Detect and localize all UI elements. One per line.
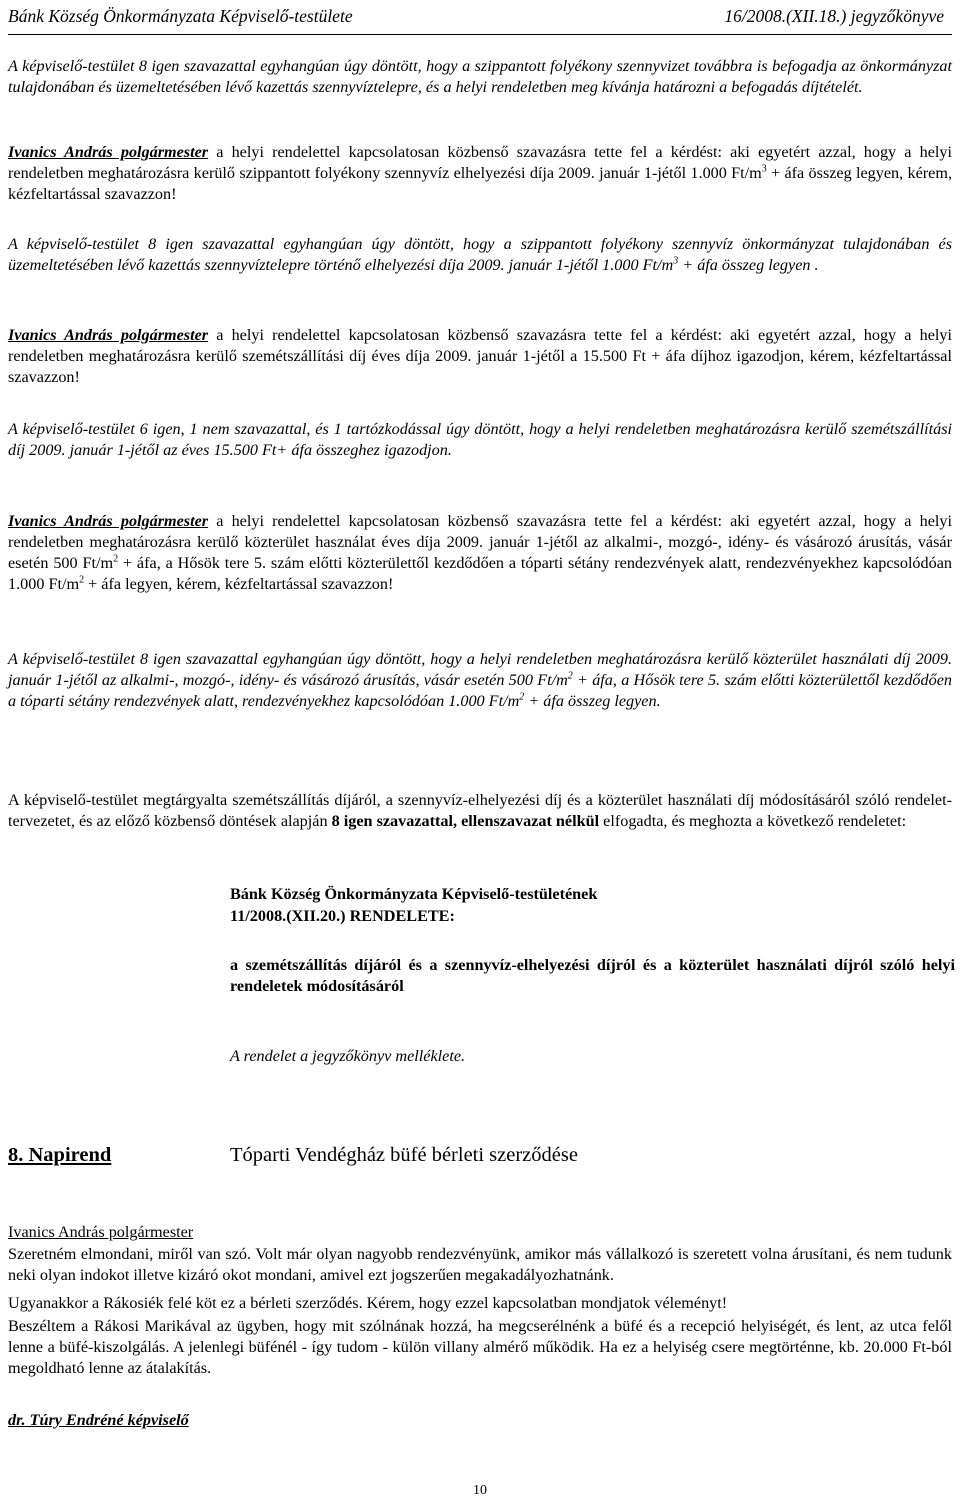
speaker-name: Ivanics András polgármester bbox=[8, 326, 209, 344]
speaker-name: Ivanics András polgármester bbox=[8, 512, 209, 530]
mayor-question-paragraph-2 bbox=[8, 325, 952, 388]
decree-title-line-2: 11/2008.(XII.20.) RENDELETE: bbox=[230, 907, 455, 925]
paragraph-text: a helyi rendelettel kapcsolatosan közbenső szavazásra tette fel a kérdést: aki egyetért azzal, hogy a helyi rendeletben meghatározásra kerülő közterület használat éves díja 2009. január 1-jétől az alkalmi-, mozgó-, idény- és vásározó árusítás, vásár esetén 500 Ft/m bbox=[8, 512, 953, 572]
agenda-heading bbox=[8, 1144, 952, 1172]
superscript: 2 bbox=[79, 574, 85, 586]
paragraph-text: a helyi rendelettel kapcsolatosan közbenső szavazásra tette fel a kérdést: aki egyetért azzal, hogy a helyi rendeletben meghatározásra kerülő szemétszállítási díj éves díja 2009. január 1-jétől a 15.500 Ft + áfa díjhoz igazodjon, kérem, kézfeltartással szavazzon! bbox=[8, 326, 953, 386]
paragraph-text: + áfa legyen, kérem, kézfeltartással szavazzon! bbox=[84, 575, 394, 593]
paragraph-text: + áfa, a Hősök tere 5. szám előtti közterülettől kezdődően a tóparti sétány rendezvények alatt, rendezvényekhez kapcsolódóan 1.000 Ft/m bbox=[8, 671, 952, 710]
decree-subject: a szemétszállítás díjáról és a szennyvíz-elhelyezési díjról és a közterület használati díjról szóló helyi rendeletek módosításáról bbox=[230, 956, 955, 995]
page-number: 10 bbox=[473, 1483, 487, 1498]
resolution-paragraph-1: A képviselő-testület 8 igen szavazattal egyhangúan úgy döntött, hogy a szippantott folyékony szennyvizet továbbra is befogadja az önkormányzat tulajdonában és üzemeltetésében lévő kazettás szennyvíztelepre, és a helyi rendeletben meg kívánja határozni a befogadás díjtételét. bbox=[8, 57, 952, 96]
paragraph-text: + áfa összeg legyen, kérem, kézfeltartással szavazzon! bbox=[8, 164, 952, 203]
paragraph-text: a helyi rendelettel kapcsolatosan közbenső szavazásra tette fel a kérdést: aki egyetért azzal, hogy a helyi rendeletben meghatározásra kerülő szippantott folyékony szennyvíz elhelyezési díja 2009. január 1-jétől 1.000 Ft/m bbox=[8, 143, 953, 182]
superscript: 3 bbox=[673, 255, 679, 267]
decree-title-line-1: Bánk Község Önkormányzata Képviselő-testületének bbox=[230, 885, 598, 903]
paragraph-text: + áfa, a Hősök tere 5. szám előtti közterülettől kezdődően a tóparti sétány rendezvények alatt, rendezvényekhez kapcsolódóan 1.000 Ft/m bbox=[8, 554, 952, 593]
paragraph-text: elfogadta, és meghozta a következő rendeletet: bbox=[599, 812, 907, 830]
speech-paragraph-3: Beszéltem a Rákosi Marikával az ügyben, hogy mit szólnának hozzá, ha megcserélnénk a büfé és a recepció helyiségét, és lent, az utca felől lenne a büfé-kiszolgálás. A jelenlegi büfénél - így tudom - külön villany almérő működik. Ha ez a helyiség csere megtörténne, kb. 20.000 Ft-ból megoldható lenne az átalakítás. bbox=[8, 1317, 952, 1377]
paragraph-text: A képviselő-testület megtárgyalta szemétszállítás díjáról, a szennyvíz-elhelyezési díj és a közterület használati díj módosításáról szóló rendelet-tervezetet, és az előző közbenső döntések alapján bbox=[8, 791, 952, 830]
agenda-title: Tóparti Vendégház büfé bérleti szerződése bbox=[230, 1144, 578, 1166]
paragraph-text: A képviselő-testület 8 igen szavazattal egyhangúan úgy döntött, hogy a szippantott folyékony szennyvíz önkormányzat tulajdonában és üzemeltetésében lévő kazettás szennyvíztelepre történő elhelyezési díja 2009. január 1-jétől 1.000 Ft/m bbox=[8, 235, 952, 274]
speaker-name: Ivanics András polgármester bbox=[8, 143, 209, 161]
next-speaker bbox=[8, 1410, 952, 1431]
page-header bbox=[8, 4, 952, 35]
paragraph-text: + áfa összeg legyen. bbox=[524, 692, 661, 710]
mayor-question-paragraph-1 bbox=[8, 142, 952, 205]
speech-paragraph-2: Ugyanakkor a Rákosiék felé köt ez a bérleti szerződés. Kérem, hogy ezzel kapcsolatban mondjatok véleményt! bbox=[8, 1294, 728, 1312]
superscript: 2 bbox=[113, 553, 119, 565]
speaker-name: dr. Túry Endréné képviselő bbox=[8, 1411, 189, 1429]
adoption-paragraph bbox=[8, 790, 952, 832]
paragraph-text: + áfa összeg legyen . bbox=[678, 256, 819, 274]
superscript: 2 bbox=[567, 670, 573, 682]
mayor-question-paragraph-3 bbox=[8, 511, 952, 595]
agenda-number: 8. Napirend bbox=[8, 1144, 112, 1166]
superscript: 3 bbox=[761, 163, 767, 175]
header-minutes-id: 16/2008.(XII.18.) jegyzőkönyve bbox=[724, 6, 944, 26]
decree-annex-note: A rendelet a jegyzőkönyv melléklete. bbox=[230, 1047, 466, 1065]
resolution-paragraph-2 bbox=[8, 234, 952, 276]
resolution-paragraph-3: A képviselő-testület 6 igen, 1 nem szavazattal, és 1 tartózkodással úgy döntött, hogy a helyi rendeletben meghatározásra kerülő szemétszállítási díj 2009. január 1-jétől az éves 15.500 Ft+ áfa összeghez igazodjon. bbox=[8, 420, 952, 459]
superscript: 2 bbox=[519, 691, 525, 703]
speaker-name: Ivanics András polgármester bbox=[8, 1223, 194, 1241]
speech-speaker bbox=[8, 1222, 952, 1243]
speech-paragraph-1: Szeretném elmondani, miről van szó. Volt már olyan nagyobb rendezvényünk, amikor más vállalkozó is szeretett volna árusítani, és nem tudunk neki olyan indokot illetve kizáró okot mondani, amivel ezt jogszerűen megakadályozhatnánk. bbox=[8, 1245, 952, 1284]
resolution-paragraph-4 bbox=[8, 649, 952, 712]
vote-result: 8 igen szavazattal, ellenszavazat nélkül bbox=[331, 812, 600, 830]
paragraph-text: A képviselő-testület 8 igen szavazattal egyhangúan úgy döntött, hogy a helyi rendeletben meghatározásra kerülő közterület használati díj 2009. január 1-jétől az alkalmi-, mozgó-, idény- és vásározó árusítás, vásár esetén 500 Ft/m bbox=[8, 650, 952, 689]
header-council-name: Bánk Község Önkormányzata Képviselő-testülete bbox=[8, 6, 353, 26]
